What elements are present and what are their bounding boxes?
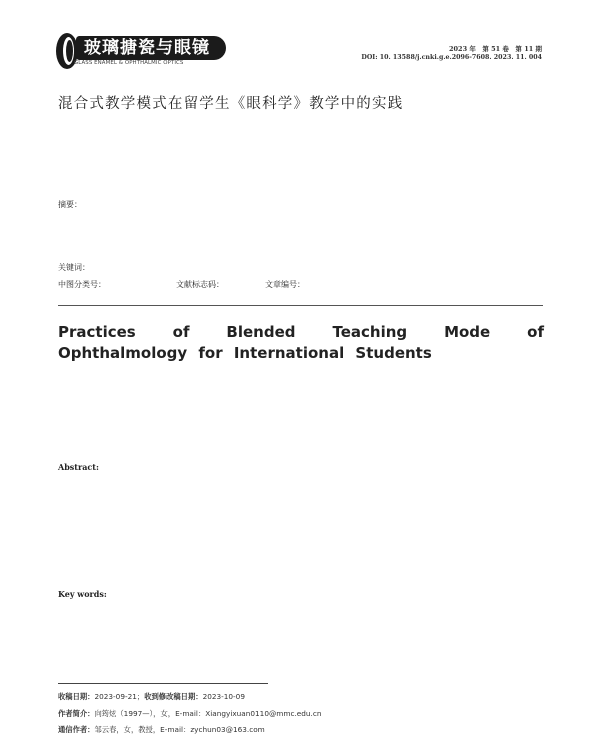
keywords-label-en: Key words: [58, 589, 107, 599]
section-divider [58, 305, 543, 306]
article-title-en: Practices of Blended Teaching Mode of Ophthalmology for International Students [58, 323, 544, 362]
doi-line: DOI: 10. 13588/j.cnki.g.e.2096-7608. 2023. 11. 004 [361, 54, 542, 61]
abstract-label-cn: 摘要： [58, 200, 82, 209]
logo-emblem-core [66, 40, 73, 62]
author-info: 向筠炫（1997—），女，E-mail：Xiangyixuan0110@mmc.edu.cn [94, 709, 322, 718]
journal-name-cn: 玻璃搪瓷与眼镜 [84, 38, 210, 58]
abstract-label-en: Abstract: [58, 462, 99, 472]
clc-label: 中图分类号： [58, 280, 106, 289]
corresponding-label: 通信作者： [58, 725, 95, 734]
footnote-dates [58, 692, 245, 702]
footnote-author [58, 709, 322, 719]
corresponding-info: 邹云春，女，教授，E-mail：zychun03@163.com [94, 725, 265, 734]
journal-name-en: GLASS ENAMEL & OPHTHALMIC OPTICS [74, 60, 184, 66]
document-code-label: 文献标志码： [176, 280, 224, 289]
footnote-divider [58, 683, 268, 684]
received-label: 收稿日期： [58, 692, 95, 701]
revised-label: 收到修改稿日期： [144, 692, 203, 701]
keywords-label-cn: 关键词： [58, 263, 90, 272]
issue-info: 2023 年 第 51 卷 第 11 期 [449, 45, 542, 53]
article-number-label: 文章编号： [265, 280, 305, 289]
journal-logo [56, 33, 226, 71]
footnote-corresponding [58, 725, 265, 735]
revised-date: 2023-10-09 [202, 692, 245, 701]
received-date: 2023-09-21； [94, 692, 145, 701]
article-title-cn: 混合式教学模式在留学生《眼科学》教学中的实践 [58, 96, 404, 112]
author-label: 作者简介： [58, 709, 95, 718]
